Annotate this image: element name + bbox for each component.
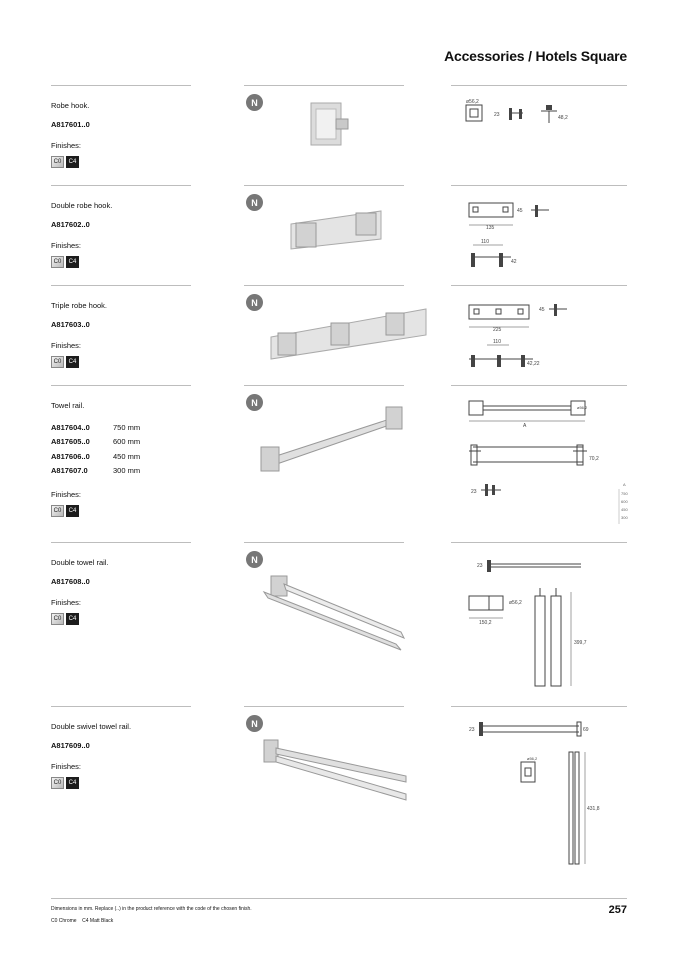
technical-drawing bbox=[461, 97, 571, 139]
product-size: 450 mm bbox=[113, 451, 141, 461]
dimension-label: 135 bbox=[486, 225, 495, 231]
finish-swatches bbox=[51, 777, 231, 789]
product-info bbox=[51, 401, 231, 517]
dimension-label: 23 bbox=[471, 489, 477, 495]
new-badge: N bbox=[246, 194, 263, 211]
dimension-label: 110 bbox=[481, 239, 489, 245]
divider bbox=[244, 542, 404, 543]
new-badge: N bbox=[246, 551, 263, 568]
dimension-label: ø56,2 bbox=[509, 600, 522, 606]
new-badge: N bbox=[246, 715, 263, 732]
divider bbox=[51, 706, 191, 707]
reference-row bbox=[51, 464, 231, 479]
technical-drawing bbox=[461, 195, 581, 273]
footer-divider bbox=[51, 898, 627, 899]
divider bbox=[51, 85, 191, 86]
finish-swatch-matt-black: C4 bbox=[66, 256, 79, 268]
technical-drawing bbox=[461, 397, 628, 527]
finishes-label: Finishes: bbox=[51, 598, 82, 607]
divider bbox=[244, 185, 404, 186]
finishes-label: Finishes: bbox=[51, 241, 82, 250]
dimension-label: 42,22 bbox=[527, 361, 540, 367]
dimension-label: 23 bbox=[494, 112, 500, 118]
product-size: 750 mm bbox=[113, 422, 141, 432]
finish-swatch-chrome: C0 bbox=[51, 505, 64, 517]
footer-finish-legend: C0 Chrome C4 Matt Black bbox=[51, 918, 114, 924]
divider bbox=[51, 542, 191, 543]
finishes-label: Finishes: bbox=[51, 490, 82, 499]
dimension-label: 150,2 bbox=[479, 620, 492, 626]
product-size: 600 mm bbox=[113, 437, 141, 447]
product-description: Towel rail. bbox=[51, 401, 85, 410]
product-reference: A817606..0 bbox=[51, 451, 90, 461]
technical-drawing bbox=[461, 718, 601, 868]
divider bbox=[244, 706, 404, 707]
divider bbox=[451, 85, 627, 86]
finish-swatch-chrome: C0 bbox=[51, 777, 64, 789]
product-description: Double robe hook. bbox=[51, 201, 113, 210]
dimension-label: 70,2 bbox=[589, 456, 599, 462]
dimension-label: 45 bbox=[539, 307, 545, 313]
dimension-table-value: 450 bbox=[621, 507, 628, 512]
new-badge: N bbox=[246, 94, 263, 111]
divider bbox=[451, 185, 627, 186]
product-photo bbox=[256, 199, 416, 259]
dimension-label: ø56,2 bbox=[577, 405, 588, 410]
product-section-double-swivel-towel-rail bbox=[51, 706, 627, 896]
dimension-label: 23 bbox=[469, 727, 475, 733]
product-reference: A817602..0 bbox=[51, 220, 90, 229]
page-title: Accessories / Hotels Square bbox=[444, 48, 627, 64]
product-info bbox=[51, 558, 231, 625]
footer-note: Dimensions in mm. Replace (..) in the product reference with the code of the chosen finish. bbox=[51, 906, 252, 912]
finish-swatch-chrome: C0 bbox=[51, 356, 64, 368]
product-info bbox=[51, 201, 231, 268]
reference-row bbox=[51, 449, 231, 464]
dimension-table-value: 300 bbox=[621, 515, 628, 520]
dimension-label: 431,8 bbox=[587, 806, 600, 812]
dimension-table-value: 600 bbox=[621, 499, 628, 504]
finish-swatches bbox=[51, 256, 231, 268]
product-reference: A817601..0 bbox=[51, 120, 90, 129]
dimension-label: ø56,2 bbox=[466, 99, 479, 105]
divider bbox=[244, 285, 404, 286]
reference-row bbox=[51, 420, 231, 435]
finishes-label: Finishes: bbox=[51, 141, 82, 150]
finishes-label: Finishes: bbox=[51, 341, 82, 350]
dimension-label: 45 bbox=[517, 208, 523, 214]
finishes-label: Finishes: bbox=[51, 762, 82, 771]
product-description: Double towel rail. bbox=[51, 558, 109, 567]
finish-swatch-matt-black: C4 bbox=[66, 356, 79, 368]
dimension-label: 225 bbox=[493, 327, 502, 333]
divider bbox=[451, 542, 627, 543]
new-badge: N bbox=[246, 294, 263, 311]
divider bbox=[451, 706, 627, 707]
dimension-label: 23 bbox=[477, 563, 483, 569]
finish-swatch-matt-black: C4 bbox=[66, 505, 79, 517]
product-reference: A817603..0 bbox=[51, 320, 90, 329]
dimension-label: A bbox=[523, 423, 527, 429]
product-photo bbox=[256, 95, 416, 161]
product-section-robe-hook bbox=[51, 85, 627, 185]
dimension-label: 48,2 bbox=[558, 115, 568, 121]
dimension-label: 69 bbox=[583, 727, 589, 733]
product-description: Triple robe hook. bbox=[51, 301, 108, 310]
dimension-table-header: A bbox=[623, 482, 626, 487]
dimension-table-value: 750 bbox=[621, 491, 628, 496]
product-info bbox=[51, 301, 231, 368]
product-description: Robe hook. bbox=[51, 101, 90, 110]
finish-swatch-matt-black: C4 bbox=[66, 777, 79, 789]
finish-swatches bbox=[51, 613, 231, 625]
product-photo bbox=[256, 730, 416, 820]
finish-swatch-chrome: C0 bbox=[51, 156, 64, 168]
divider bbox=[51, 185, 191, 186]
product-info bbox=[51, 101, 231, 168]
new-badge: N bbox=[246, 394, 263, 411]
dimension-label: 399,7 bbox=[574, 640, 587, 646]
product-photo bbox=[256, 299, 436, 361]
product-reference: A817608..0 bbox=[51, 577, 90, 586]
reference-list bbox=[51, 420, 231, 478]
dimension-label: ø56,2 bbox=[527, 756, 538, 761]
finish-swatch-chrome: C0 bbox=[51, 256, 64, 268]
finish-swatch-matt-black: C4 bbox=[66, 613, 79, 625]
finish-swatches bbox=[51, 505, 231, 517]
product-reference: A817604..0 bbox=[51, 422, 90, 432]
dimension-label: 42 bbox=[511, 259, 517, 265]
technical-drawing bbox=[461, 295, 591, 373]
divider bbox=[51, 385, 191, 386]
divider bbox=[244, 385, 404, 386]
product-photo bbox=[256, 562, 416, 662]
product-section-double-robe-hook bbox=[51, 185, 627, 285]
divider bbox=[451, 285, 627, 286]
technical-drawing bbox=[461, 552, 601, 692]
product-size: 300 mm bbox=[113, 466, 141, 476]
product-section-double-towel-rail bbox=[51, 542, 627, 706]
divider bbox=[51, 285, 191, 286]
finish-swatch-chrome: C0 bbox=[51, 613, 64, 625]
product-section-triple-robe-hook bbox=[51, 285, 627, 385]
product-reference: A817609..0 bbox=[51, 741, 90, 750]
reference-row bbox=[51, 435, 231, 450]
product-photo bbox=[256, 403, 416, 478]
finish-swatches bbox=[51, 356, 231, 368]
product-reference: A817605..0 bbox=[51, 437, 90, 447]
product-info bbox=[51, 722, 231, 789]
page-number: 257 bbox=[608, 904, 627, 916]
finish-swatches bbox=[51, 156, 231, 168]
divider bbox=[451, 385, 627, 386]
finish-swatch-matt-black: C4 bbox=[66, 156, 79, 168]
dimension-label: 110 bbox=[493, 339, 501, 345]
product-reference: A817607.0 bbox=[51, 466, 88, 476]
divider bbox=[244, 85, 404, 86]
product-section-towel-rail bbox=[51, 385, 627, 542]
product-description: Double swivel towel rail. bbox=[51, 722, 132, 731]
